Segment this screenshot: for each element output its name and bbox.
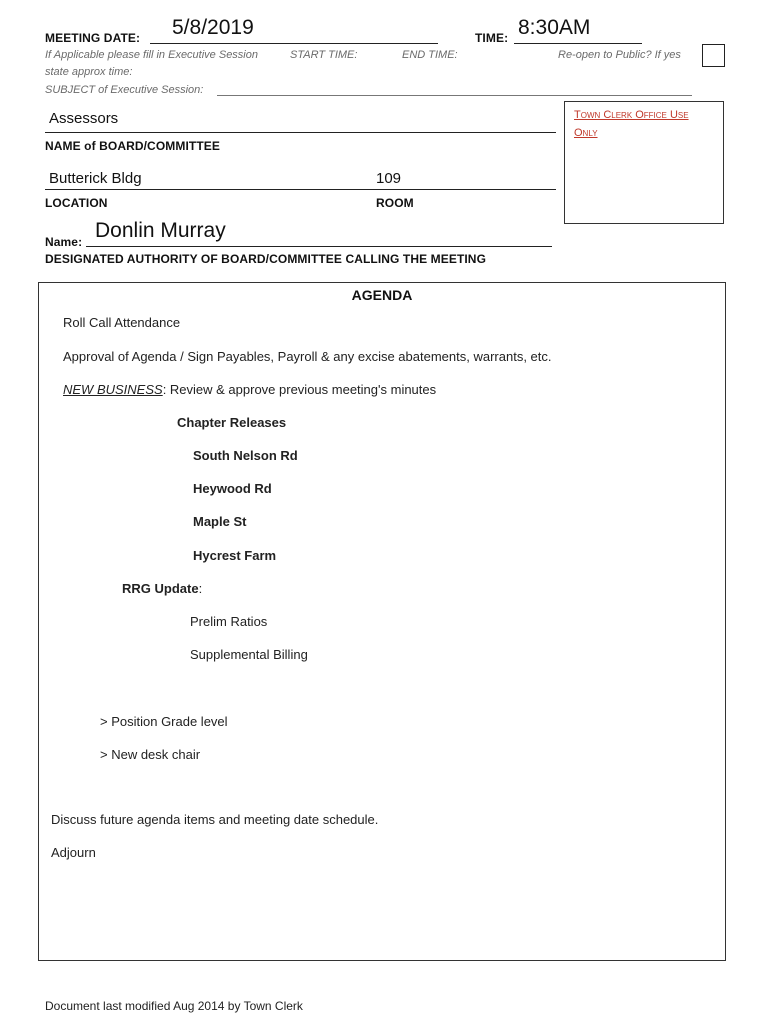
agenda-title: AGENDA <box>351 287 413 303</box>
agenda-new-business <box>63 382 436 397</box>
new-business-text: : Review & approve previous meeting's minutes <box>162 382 437 397</box>
agenda-desk-chair: > New desk chair <box>100 747 201 762</box>
rrg-colon: : <box>198 581 203 596</box>
room-field[interactable]: 109 <box>376 170 402 187</box>
authority-name-prefix: Name: <box>45 235 83 249</box>
location-line <box>45 189 556 190</box>
town-clerk-line2: Only <box>574 127 598 139</box>
subject-label: SUBJECT of Executive Session: <box>45 84 204 96</box>
new-business-label: NEW BUSINESS <box>63 382 163 397</box>
location-field[interactable]: Butterick Bldg <box>49 170 142 187</box>
chapter-item: South Nelson Rd <box>193 448 298 463</box>
start-time-label: START TIME: <box>290 49 358 61</box>
time-label: TIME: <box>475 31 509 45</box>
meeting-date-label: MEETING DATE: <box>45 31 141 45</box>
chapter-item: Heywood Rd <box>193 481 272 496</box>
board-name-line <box>45 132 556 133</box>
end-time-label: END TIME: <box>402 49 458 61</box>
time-line <box>514 43 642 44</box>
rrg-label: RRG Update <box>122 581 199 596</box>
reopen-label: Re-open to Public? If yes <box>558 49 681 61</box>
reopen-checkbox[interactable] <box>702 44 725 67</box>
town-clerk-line1: Town Clerk Office Use <box>574 109 689 121</box>
chapter-item: Maple St <box>193 514 247 529</box>
subject-line[interactable] <box>217 95 692 96</box>
time-field[interactable]: 8:30AM <box>518 16 591 39</box>
chapter-item: Hycrest Farm <box>193 548 277 563</box>
footer-modified: Document last modified Aug 2014 by Town Clerk <box>45 999 303 1013</box>
exec-session-note: If Applicable please fill in Executive Session <box>45 49 258 61</box>
agenda-approval: Approval of Agenda / Sign Payables, Payroll & any excise abatements, warrants, etc. <box>63 349 552 364</box>
authority-name-field[interactable]: Donlin Murray <box>95 219 226 242</box>
meeting-date-field[interactable]: 5/8/2019 <box>172 16 254 39</box>
agenda-rrg-update <box>122 581 202 596</box>
room-label: ROOM <box>376 196 414 210</box>
agenda-future-items: Discuss future agenda items and meeting date schedule. <box>51 812 379 827</box>
meeting-date-line <box>150 43 438 44</box>
agenda-position-grade: > Position Grade level <box>100 714 228 729</box>
agenda-roll-call: Roll Call Attendance <box>63 315 181 330</box>
location-label: LOCATION <box>45 196 108 210</box>
agenda-chapter-releases: Chapter Releases <box>177 415 287 430</box>
authority-label: DESIGNATED AUTHORITY OF BOARD/COMMITTEE CALLING THE MEETING <box>45 252 487 266</box>
rrg-item: Prelim Ratios <box>190 614 268 629</box>
agenda-adjourn: Adjourn <box>51 845 96 860</box>
authority-name-line <box>86 246 552 247</box>
state-time-note: state approx time: <box>45 66 133 78</box>
board-name-field[interactable]: Assessors <box>49 110 119 127</box>
board-name-label: NAME of BOARD/COMMITTEE <box>45 139 220 153</box>
rrg-item: Supplemental Billing <box>190 647 308 662</box>
